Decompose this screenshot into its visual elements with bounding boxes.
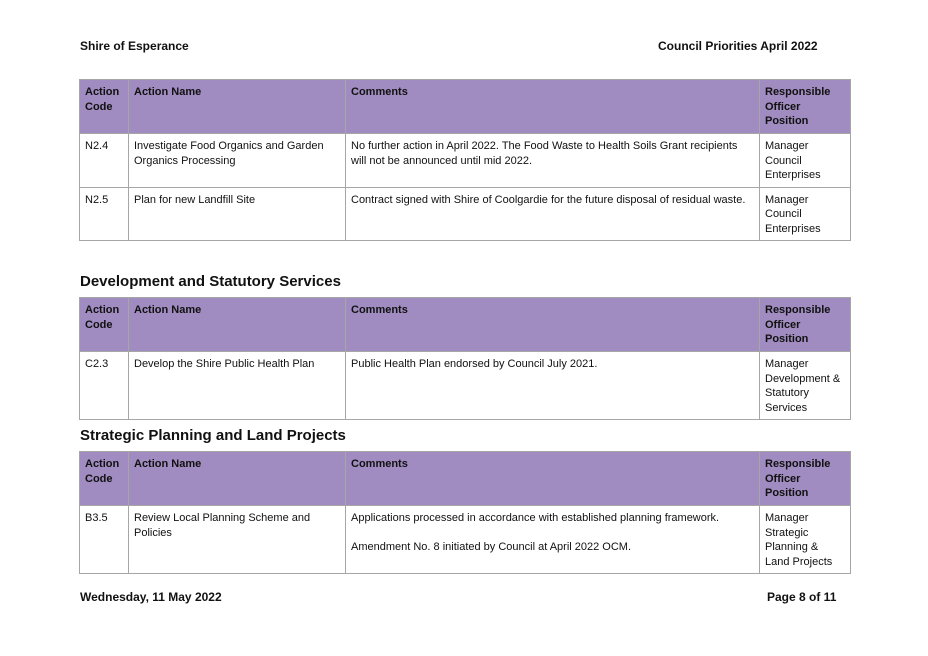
action-comments: [346, 134, 760, 188]
table-row: [80, 187, 851, 241]
actions-table-development: [79, 297, 851, 420]
col-header-responsible-officer: Responsible Officer Position: [760, 80, 851, 134]
table-header-row: [80, 452, 851, 506]
header-report-title: Council Priorities April 2022: [658, 39, 818, 53]
col-header-action-code: Action Code: [80, 298, 129, 352]
section-title-strategic-planning: Strategic Planning and Land Projects: [80, 427, 346, 444]
col-header-comments: Comments: [346, 452, 760, 506]
responsible-officer: Manager Strategic Planning & Land Projects: [760, 506, 851, 574]
table-row: [80, 506, 851, 574]
footer-page-number: Page 8 of 11: [767, 590, 837, 604]
col-header-action-name: Action Name: [129, 452, 346, 506]
action-code: C2.3: [80, 352, 129, 420]
comment-paragraph: Public Health Plan endorsed by Council July 2021.: [351, 358, 598, 370]
col-header-action-name: Action Name: [129, 298, 346, 352]
action-name: Develop the Shire Public Health Plan: [129, 352, 346, 420]
comment-paragraph: No further action in April 2022. The Food Waste to Health Soils Grant recipients will not be announced until mid 2022.: [351, 140, 738, 167]
action-code: B3.5: [80, 506, 129, 574]
action-code: N2.4: [80, 134, 129, 188]
comment-paragraph: Contract signed with Shire of Coolgardie for the future disposal of residual waste.: [351, 193, 746, 206]
comment-paragraph: Applications processed in accordance with established planning framework.: [351, 512, 720, 524]
action-name: Plan for new Landfill Site: [129, 187, 346, 241]
col-header-responsible-officer: Responsible Officer Position: [760, 452, 851, 506]
section-title-development: Development and Statutory Services: [80, 273, 341, 290]
responsible-officer: Manager Council Enterprises: [760, 134, 851, 188]
comment-paragraph: Amendment No. 8 initiated by Council at April 2022 OCM.: [351, 541, 632, 553]
action-comments: [346, 506, 760, 574]
col-header-action-code: Action Code: [80, 452, 129, 506]
col-header-comments: Comments: [346, 80, 760, 134]
action-name: Investigate Food Organics and Garden Organics Processing: [129, 134, 346, 188]
table-row: [80, 134, 851, 188]
action-code: N2.5: [80, 187, 129, 241]
table-header-row: [80, 80, 851, 134]
action-name: Review Local Planning Scheme and Policies: [129, 506, 346, 574]
responsible-officer: Manager Council Enterprises: [760, 187, 851, 241]
table-row: [80, 352, 851, 420]
header-shire-name: Shire of Esperance: [80, 39, 189, 53]
col-header-action-code: Action Code: [80, 80, 129, 134]
actions-table-council-enterprises: [79, 79, 851, 241]
col-header-responsible-officer: Responsible Officer Position: [760, 298, 851, 352]
col-header-comments: Comments: [346, 298, 760, 352]
responsible-officer: Manager Development & Statutory Services: [760, 352, 851, 420]
action-comments: [346, 187, 760, 241]
action-comments: [346, 352, 760, 420]
col-header-action-name: Action Name: [129, 80, 346, 134]
table-header-row: [80, 298, 851, 352]
footer-date: Wednesday, 11 May 2022: [80, 590, 222, 604]
actions-table-strategic-planning: [79, 451, 851, 574]
